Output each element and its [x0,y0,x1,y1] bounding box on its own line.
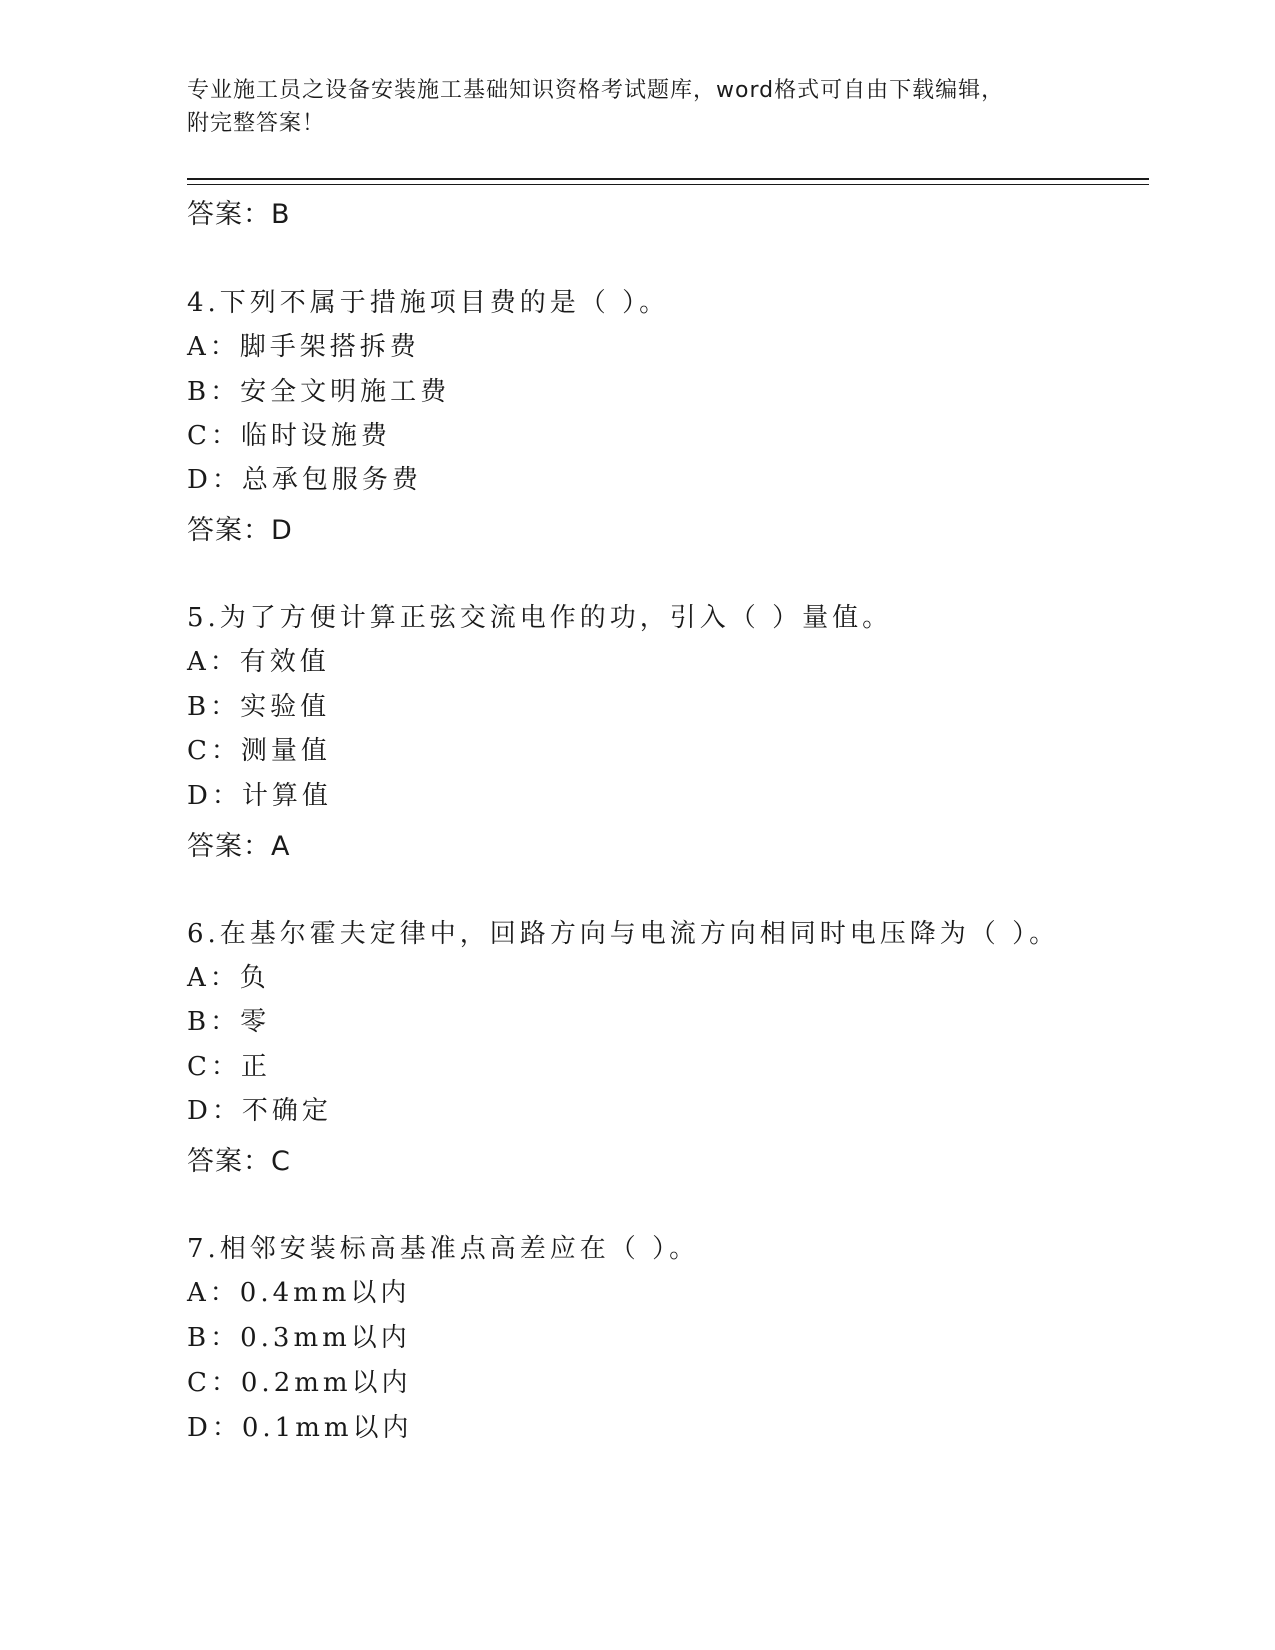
question-6-stem: 6.在基尔霍夫定律中，回路方向与电流方向相同时电压降为（ ）。 [187,919,1060,949]
question-6-option-b: B：零 [187,1007,271,1037]
question-4-option-c: C：临时设施费 [187,421,391,451]
header-divider-thin [187,184,1149,185]
question-6-option-d: D：不确定 [187,1096,332,1126]
question-4-stem: 4.下列不属于措施项目费的是（ ）。 [187,288,670,318]
question-5-option-d: D：计算值 [187,781,332,811]
question-4-option-b: B：安全文明施工费 [187,377,451,407]
question-7-option-d: D：0.1mm以内 [187,1413,413,1443]
header-line-2: 附完整答案！ [187,111,326,136]
question-4-option-a: A：脚手架搭拆费 [187,332,420,362]
question-7-option-a: A：0.4mm以内 [187,1278,411,1308]
question-5-stem: 5.为了方便计算正弦交流电作的功，引入（ ）量值。 [187,603,893,633]
question-5-option-a: A：有效值 [187,647,330,677]
question-7-option-c: C：0.2mm以内 [187,1368,412,1398]
question-6-option-c: C：正 [187,1052,271,1082]
header-line-1: 专业施工员之设备安装施工基础知识资格考试题库，word格式可自由下载编辑， [187,78,1005,103]
answer-q5: 答案：A [187,831,291,862]
header-divider-thick [187,178,1149,180]
answer-q4: 答案：D [187,515,293,546]
answer-q3: 答案：B [187,199,291,230]
question-5-option-c: C：测量值 [187,736,331,766]
question-7-option-b: B：0.3mm以内 [187,1323,411,1353]
document-header [187,74,1067,140]
question-4-option-d: D：总承包服务费 [187,465,422,495]
answer-q6: 答案：C [187,1146,291,1177]
question-7-stem: 7.相邻安装标高基准点高差应在（ ）。 [187,1234,700,1264]
question-6-option-a: A：负 [187,963,270,993]
question-5-option-b: B：实验值 [187,692,331,722]
